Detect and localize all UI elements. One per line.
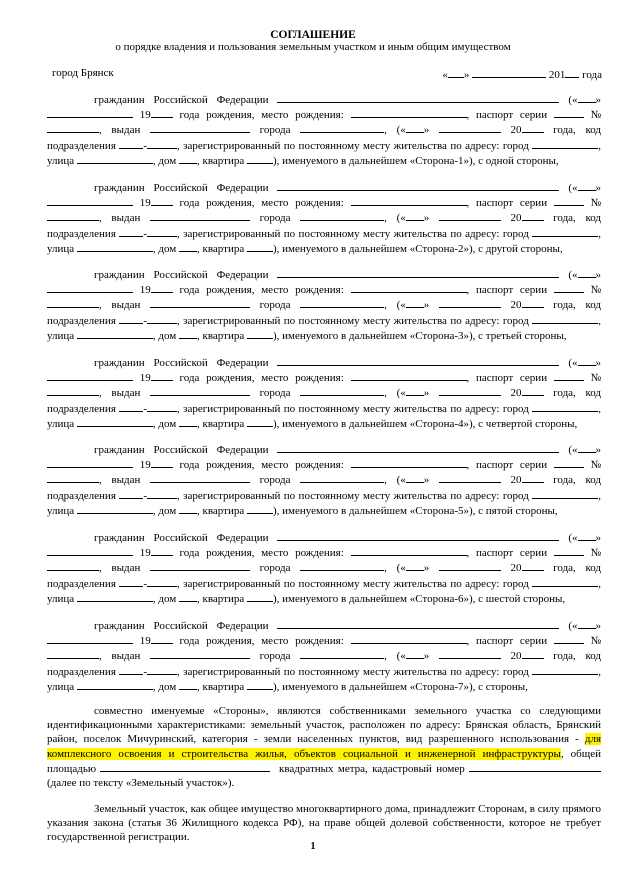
party-index: 4 xyxy=(458,417,464,430)
party-index: 5 xyxy=(458,504,464,517)
party-side: одной стороны, xyxy=(485,154,559,167)
party-block: гражданин Российской Федерации (« » 19 года рождения, место рождения: , паспорт серии №, выдан города , (« » 20 года, код подразделения - , зарегистрированный по постоянному месту жительства по адресу: город , улица , дом , квартира ), именуемого в дальнейшем «Сторона-7»), с стороны, xyxy=(47,620,602,693)
party-side: другой стороны, xyxy=(485,242,563,255)
party-index: 6 xyxy=(458,592,464,605)
city-name: город Брянск xyxy=(52,67,114,79)
party-side: стороны, xyxy=(485,680,528,693)
party-side: шестой стороны, xyxy=(485,592,566,605)
party-block: гражданин Российской Федерации (« » 19 года рождения, место рождения: , паспорт серии №, выдан города , (« » 20 года, код подразделения - , зарегистрированный по постоянному месту жительства по адресу: город , улица , дом , квартира ), именуемого в дальнейшем «Сторона-6»), с шестой стороны, xyxy=(47,532,602,605)
document-subtitle: о порядке владения и пользования земельным участком и иным общим имуществом xyxy=(115,41,511,53)
party-block: гражданин Российской Федерации (« » 19 года рождения, место рождения: , паспорт серии №, выдан города , (« » 20 года, код подразделения - , зарегистрированный по постоянному месту жительства по адресу: город , улица , дом , квартира ), именуемого в дальнейшем «Сторона-4»), с четвертой стороны, xyxy=(47,357,602,430)
party-block: гражданин Российской Федерации (« » 19 года рождения, место рождения: , паспорт серии №, выдан города , (« » 20 года, код подразделения - , зарегистрированный по постоянному месту жительства по адресу: город , улица , дом , квартира ), именуемого в дальнейшем «Сторона-1»), с одной стороны, xyxy=(47,94,602,167)
joint-ownership-paragraph: совместно именуемые «Стороны», являются собственниками земельного участка со следующими идентификационными характеристиками: земельный участок, расположен по адресу: Брянская область, Брянский район, поселок Мичуринский, категория - земли населенных пунктов, вид разрешенного использования - для комплексного освоения и строительства жилья, объектов социальной и инженерной инфраструктуры, общей площадью квадратных метра, кадастровый номер (далее по тексту «Земельный участок»). xyxy=(47,705,602,790)
party-index: 3 xyxy=(458,329,464,342)
party-index: 1 xyxy=(458,154,464,167)
ownership-basis-paragraph: Земельный участок, как общее имущество многоквартирного дома, принадлежит Сторонам, в силу прямого указания закона (статья 36 Жилищного кодекса РФ), на праве общей долевой собственности, которое не требует государственной регистрации. xyxy=(47,803,601,844)
document-title: СОГЛАШЕНИЕ xyxy=(270,29,356,41)
party-side: четвертой стороны, xyxy=(485,417,578,430)
party-side: пятой стороны, xyxy=(485,504,558,517)
date-field: « » 201 года xyxy=(442,69,602,81)
party-index: 7 xyxy=(458,680,464,693)
page-number: 1 xyxy=(310,841,316,852)
party-index: 2 xyxy=(458,242,464,255)
highlighted-usage-text: для комплексного освоения и строительства жилья, объектов социальной и инженерной инфраструктуры xyxy=(47,733,602,760)
party-block: гражданин Российской Федерации (« » 19 года рождения, место рождения: , паспорт серии №, выдан города , (« » 20 года, код подразделения - , зарегистрированный по постоянному месту жительства по адресу: город , улица , дом , квартира ), именуемого в дальнейшем «Сторона-3»), с третьей стороны, xyxy=(47,269,602,342)
party-block: гражданин Российской Федерации (« » 19 года рождения, место рождения: , паспорт серии №, выдан города , (« » 20 года, код подразделения - , зарегистрированный по постоянному месту жительства по адресу: город , улица , дом , квартира ), именуемого в дальнейшем «Сторона-5»), с пятой стороны, xyxy=(47,444,602,517)
party-side: третьей стороны, xyxy=(485,329,567,342)
party-block: гражданин Российской Федерации (« » 19 года рождения, место рождения: , паспорт серии №, выдан города , (« » 20 года, код подразделения - , зарегистрированный по постоянному месту жительства по адресу: город , улица , дом , квартира ), именуемого в дальнейшем «Сторона-2»), с другой стороны, xyxy=(47,182,602,255)
